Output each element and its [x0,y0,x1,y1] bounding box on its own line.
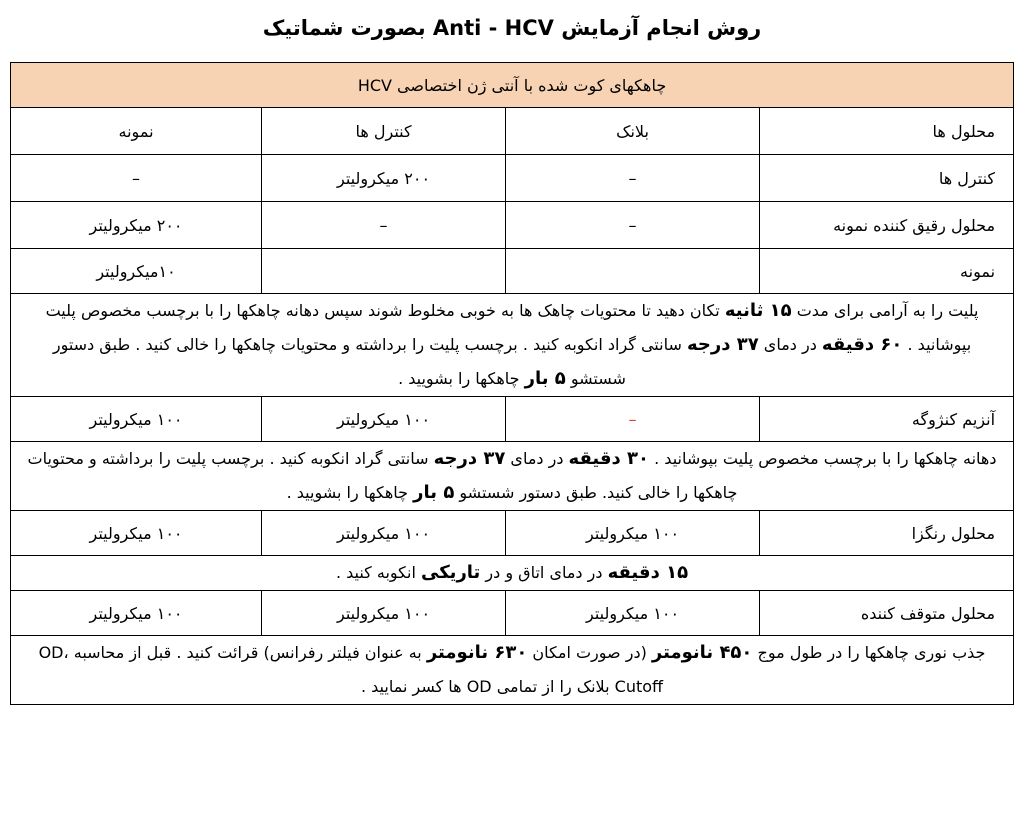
column-header-solutions: محلول ها [760,108,1014,155]
instruction-text: ۱۵ دقیقه در دمای اتاق و در تاریکی انکوبه کنید . [11,556,1014,591]
cell-controls: ۲۰۰ میکرولیتر [262,155,506,202]
cell-sample: ۱۰۰ میکرولیتر [11,591,262,636]
cell-blank: – [506,155,760,202]
instruction-text: دهانه چاهکها را با برچسب مخصوص پلیت بپوشانید . ۳۰ دقیقه در دمای ۳۷ درجه سانتی گراد انکوبه کنید . برچسب پلیت را برداشته و محتویات چاهکها را خالی کنید. طبق دستور شستشو ۵ بار چاهکها را بشویید . [11,442,1014,511]
column-header-controls: کنترل ها [262,108,506,155]
cell-controls: ۱۰۰ میکرولیتر [262,511,506,556]
row-label: محلول رنگزا [760,511,1014,556]
row-label: محلول متوقف کننده [760,591,1014,636]
column-header-blank: بلانک [506,108,760,155]
instruction-row [11,294,1014,397]
instruction-text: پلیت را به آرامی برای مدت ۱۵ ثانیه تکان دهید تا محتویات چاهک ها به خوبی مخلوط شوند سپس دهانه چاهکها را با برچسب مخصوص پلیت بپوشانید . ۶۰ دقیقه در دمای ۳۷ درجه سانتی گراد انکوبه کنید . برچسب پلیت را برداشته و محتویات چاهکها را خالی کنید . طبق دستور شستشو ۵ بار چاهکها را بشویید . [11,294,1014,397]
cell-sample: ۱۰میکرولیتر [11,249,262,294]
instruction-row [11,556,1014,591]
cell-blank: ۱۰۰ میکرولیتر [506,511,760,556]
cell-blank: – [506,397,760,442]
table-row [11,511,1014,556]
cell-sample: – [11,155,262,202]
cell-blank [506,249,760,294]
cell-sample: ۱۰۰ میکرولیتر [11,397,262,442]
instruction-row [11,442,1014,511]
instruction-row [11,636,1014,705]
table-row [11,249,1014,294]
cell-controls: – [262,202,506,249]
instruction-text: جذب نوری چاهکها را در طول موج ۴۵۰ نانومتر (در صورت امکان ۶۳۰ نانومتر به عنوان فیلتر رفرانس) قرائت کنید . قبل از محاسبه OD، Cutoff بلانک را از تمامی OD ها کسر نمایید . [11,636,1014,705]
cell-controls: ۱۰۰ میکرولیتر [262,591,506,636]
table-row [11,202,1014,249]
row-label: نمونه [760,249,1014,294]
table-row [11,591,1014,636]
table-row [11,397,1014,442]
row-label: کنترل ها [760,155,1014,202]
cell-controls [262,249,506,294]
cell-sample: ۲۰۰ میکرولیتر [11,202,262,249]
row-label: محلول رقیق کننده نمونه [760,202,1014,249]
protocol-table [10,62,1014,705]
table-header: چاهکهای کوت شده با آنتی ژن اختصاصی HCV [11,63,1014,108]
cell-sample: ۱۰۰ میکرولیتر [11,511,262,556]
row-label: آنزیم کنژوگه [760,397,1014,442]
cell-blank: – [506,202,760,249]
table-row [11,155,1014,202]
column-header-sample: نمونه [11,108,262,155]
page-title: روش انجام آزمایش Anti - HCV بصورت شماتیک [262,16,762,40]
cell-blank: ۱۰۰ میکرولیتر [506,591,760,636]
cell-controls: ۱۰۰ میکرولیتر [262,397,506,442]
